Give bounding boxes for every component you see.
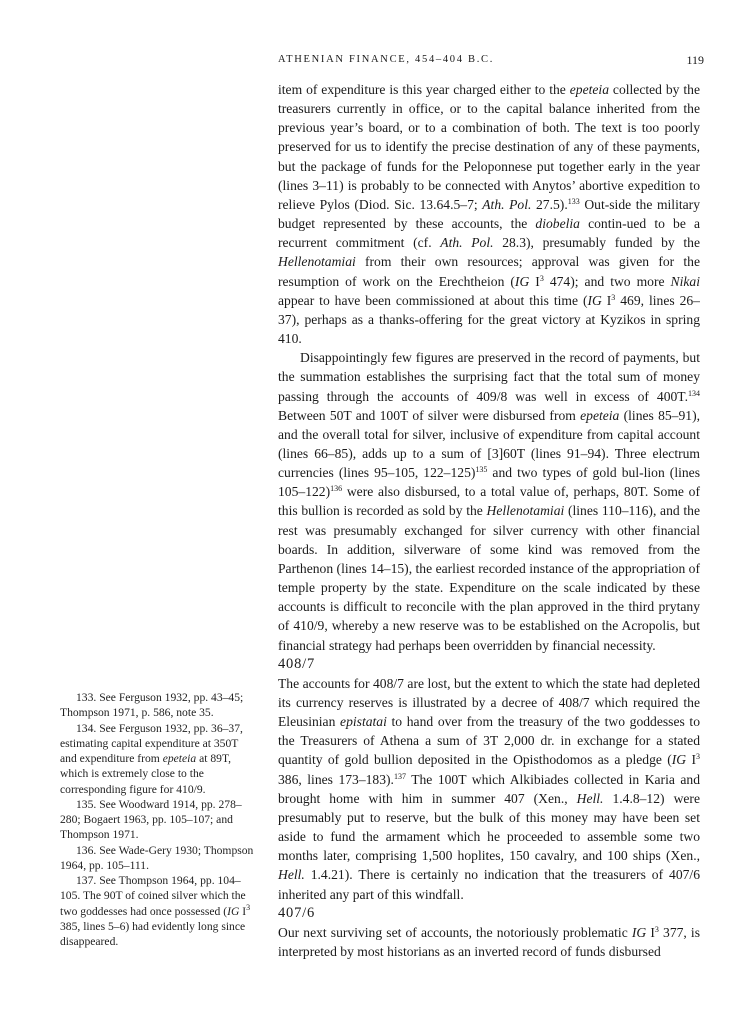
page-number: 119 xyxy=(686,53,704,67)
running-header xyxy=(278,54,704,72)
footnote-133: 133. See Ferguson 1932, pp. 43–45; Thompson 1971, p. 586, note 35. xyxy=(60,691,244,720)
footnote-136: 136. See Wade-Gery 1930; Thompson 1964, pp. 105–111. xyxy=(60,843,254,872)
footnote-ref-133[interactable]: 133 xyxy=(567,196,580,206)
footnote-ref-135[interactable]: 135 xyxy=(475,465,488,475)
footnote-134: 134. See Ferguson 1932, pp. 36–37, estimating capital expenditure at 350T and expenditure from epeteia at 89T, which is extremely close to the corresponding figure for 410/9. xyxy=(60,721,243,796)
footnote-ref-136[interactable]: 136 xyxy=(330,484,343,494)
paragraph-1: item of expenditure is this year charged either to the epeteia collected by the treasurers currently in office, or to the capital balance inherited from the previous year’s board, or to a combination of both. The text is too poorly preserved for us to identify the precise destination of any of these payments, but the package of funds for the Peloponnese put together early in the year (lines 3–11) is probably to be connected with Anytos’ abortive expedition to relieve Pylos (Diod. Sic. 13.64.5–7; Ath. Pol. 27.5).$^{133}$ Out-side the military budget represented by these accounts, the diobelia contin-ued to be a recurrent commitment (cf. Ath. Pol. 28.3), presumably funded by the Hellenotamiai from their own resources; approval was given for the resumption of work on the Erechtheion (IG $I^3$ 474); and two more Nikai appear to have been commissioned at about this time (IG $I^3$ 469, lines 26–37), perhaps as a thanks-offering for the great victory at Kyzikos in spring 410. xyxy=(278,82,701,347)
paragraph-4: Our next surviving set of accounts, the notoriously problematic IG $I^3$ 377, is interpreted by most historians as an inverted record of funds disbursed xyxy=(278,924,700,960)
footnote-137: 137. See Thompson 1964, pp. 104–105. The 90T of coined silver which the two goddesses had once possessed (IG $I^3$ 385, lines 5–6) had evidently long since disappeared. xyxy=(60,874,251,948)
footnote-ref-137[interactable]: 137 xyxy=(393,771,406,781)
running-head-title: ATHENIAN FINANCE, 454–404 B.C. xyxy=(278,54,495,65)
footnote-135: 135. See Woodward 1914, pp. 278–280; Bogaert 1963, pp. 105–107; and Thompson 1971. xyxy=(60,797,242,842)
section-heading-407-6: 407/6 xyxy=(278,904,316,921)
paragraph-2: Disappointingly few figures are preserved in the record of payments, but the summation establishes the surprising fact that the total sum of money passing through the accounts of 409/8 was well in excess of 400T.$^{134}$ Between 50T and 100T of silver were disbursed from epeteia (lines 85–91), and the overall total for silver, inclusive of expenditure from capital account (lines 66–85), adds up to a sum of [3]60T (lines 91–94). Three electrum currencies (lines 95–105, 122–125)$^{135}$ and two types of gold bul-lion (lines 105–122)$^{136}$ were also disbursed, to a total value of, perhaps, 80T. Some of this bullion is recorded as sold by the Hellenotamiai (lines 110–116), and the rest was presumably exchanged for silver currency with other financial boards. In addition, silverware of some kind was removed from the Parthenon (lines 14–15), the earliest recorded instance of the appropriation of temple property by the state. Expenditure on the scale indicated by these accounts is difficult to reconcile with the plan approved in the third prytany of 410/9, whereby a new reserve was to be established on the Acropolis, but financial strategy had perhaps been overridden by financial necessity. xyxy=(278,350,700,653)
footnotes-column xyxy=(60,690,256,949)
footnote-ref-134[interactable]: 134 xyxy=(688,388,700,398)
paragraph-3: The accounts for 408/7 are lost, but the extent to which the state had depleted its currency reserves is illustrated by a decree of 408/7 which required the Eleusinian epistatai to hand over from the treasury of the two goddesses to the Treasurers of Athena a sum of 3T 2,000 dr. in exchange for a stated quantity of gold bullion deposited in the Opisthodomos as a pledge (IG $I^3$ 386, lines 173–183).$^{137}$ The 100T which Alkibiades collected in Karia and brought home with him in summer 407 (Xen., Hell. 1.4.8–12) were presumably put to reserve, but the bulk of this money may have been set aside to fund the armament which he proceeded to assemble some two months later, comprising 1,500 hoplites, 150 cavalry, and 100 ships (Xen., Hell. 1.4.21). There is certainly no indication that the treasurers of 407/6 inherited any part of this windfall. xyxy=(278,675,701,902)
main-text-column xyxy=(278,80,700,961)
section-heading-408-7: 408/7 xyxy=(278,655,316,672)
